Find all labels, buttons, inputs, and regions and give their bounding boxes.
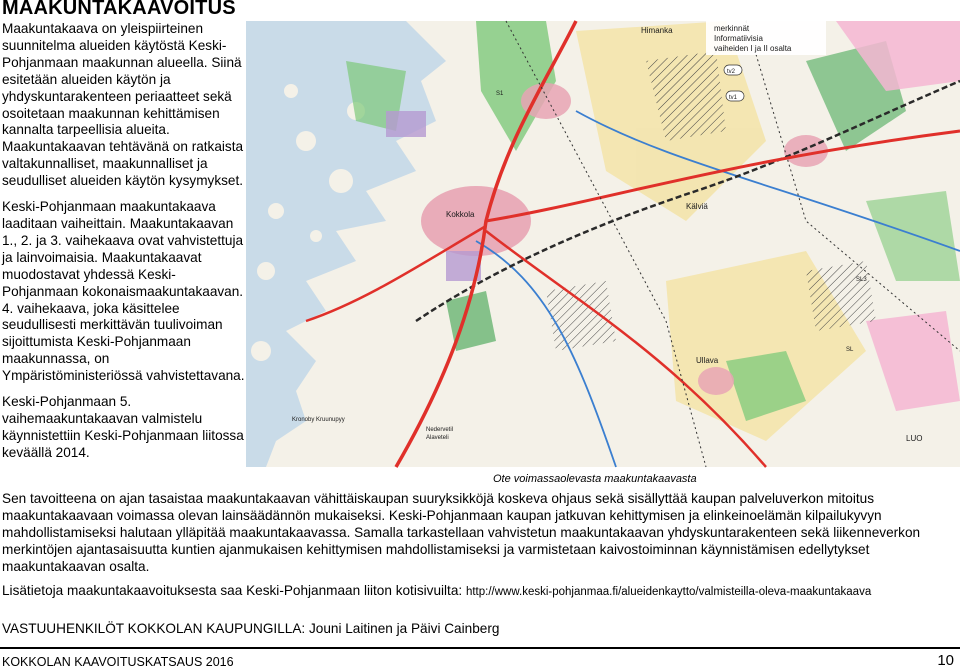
responsible-names: Jouni Laitinen ja Päivi Cainberg <box>308 621 500 636</box>
map-caption: Ote voimassaolevasta maakuntakaavasta <box>490 473 700 485</box>
intro-paragraph-3: Keski-Pohjanmaan 5. vaihemaakuntakaavan valmistelu käynnistettiin Keski-Pohjanmaan liitossa keväällä 2014. <box>2 394 244 460</box>
page-heading: MAAKUNTAKAAVOITUS <box>2 0 236 19</box>
map-legend-line-3: vaiheiden I ja II osalta <box>714 44 792 53</box>
map-label-kronoby: Kronoby Kruunupyy <box>292 417 345 423</box>
map-label-alaveteli: Alaveteli <box>426 435 449 441</box>
map-legend-line-1: merkinnät <box>714 24 750 33</box>
intro-column <box>2 21 246 471</box>
more-info-url[interactable]: http://www.keski-pohjanmaa.fi/alueidenkaytto/valmisteilla-oleva-maakuntakaava <box>465 586 872 598</box>
map-label-himanka: Himanka <box>641 26 673 35</box>
intro-paragraph-2: Keski-Pohjanmaan maakuntakaava laaditaan vaiheittain. Maakuntakaavan 1., 2. ja 3. vaihekaava ovat vahvistettuja ja lainvoimaisia. Maakuntakaavat muodostavat yhdessä Keski-Pohjanmaan kokonaismaakuntakaavan. 4. vaihekaava, joka käsittelee seudullisesti merkittävän tuulivoiman sijoittumista Keski-Pohjanmaan maakunnassa, on Ympäristöministeriössä vahvistettavana. <box>2 199 245 384</box>
regional-plan-map <box>246 21 960 485</box>
map-label-tv1: tv1 <box>729 95 738 101</box>
body-paragraph: Sen tavoitteena on ajan tasaistaa maakuntakaavan vähittäiskaupan suuryksikköjä koskeva ohjaus sekä sisällyttää kaupan palveluverkon mitoitus maakuntakaavaan voimassa olevan lainsäädännön mukaiseksi. Keski-Pohjanmaan kaupan jatkuvan kehittymisen ja elinkeinoelämän kilpailukyvyn mahdollistamiseksi halutaan ylläpitää maakuntakaavassa. Samalla tarkastellaan vahvistetun maakuntakaavan yhdyskuntarakenteen sekä liikenneverkon merkintöjen ajantasaisuutta kuntien ajanmukaisen kehittymisen mahdollistamiseksi ja varmistetaan kaivostoiminnan käynnistämisen edellytykset maakuntakaavan osalta. <box>2 491 921 574</box>
map-label-kokkola: Kokkola <box>446 210 475 219</box>
more-info-label: Lisätietoja maakuntakaavoituksesta saa Keski-Pohjanmaan liiton kotisivuilta: <box>2 583 463 598</box>
footer-title: KOKKOLAN KAAVOITUSKATSAUS 2016 <box>2 655 234 669</box>
map-label-sl3: SL3 <box>856 277 867 283</box>
responsible-label: VASTUUHENKILÖT KOKKOLAN KAUPUNGILLA: <box>2 621 306 636</box>
more-info-line <box>2 583 871 598</box>
map-label-nedervetil: Nedervetil <box>426 427 454 433</box>
map-label-ullava: Ullava <box>696 356 719 365</box>
map-legend-line-2: Informatiivisia <box>714 34 763 43</box>
intro-paragraph-1: Maakuntakaava on yleispiirteinen suunnitelma alueiden käytöstä Keski-Pohjanmaan maakunnan alueella. Siinä esitetään alueiden käytön ja yhdyskuntarakenteen periaatteet sekä osoitetaan maakunnan kehittämisen kannalta tarpeellisia alueita. Maakuntakaavan tehtävänä on ratkaista valtakunnalliset, maakunnalliset ja seudulliset alueiden käytön kysymykset. <box>2 21 244 189</box>
responsible-persons <box>2 621 499 636</box>
map-label-kalvia: Kälviä <box>686 202 708 211</box>
map-graphic <box>246 21 960 467</box>
map-label-sl: SL <box>846 347 854 353</box>
map-label-tv2: tv2 <box>727 69 736 75</box>
footer-divider <box>0 647 960 649</box>
map-label-luo: LUO <box>906 434 923 443</box>
map-label-s1: S1 <box>496 91 504 97</box>
page-number: 10 <box>937 652 954 669</box>
